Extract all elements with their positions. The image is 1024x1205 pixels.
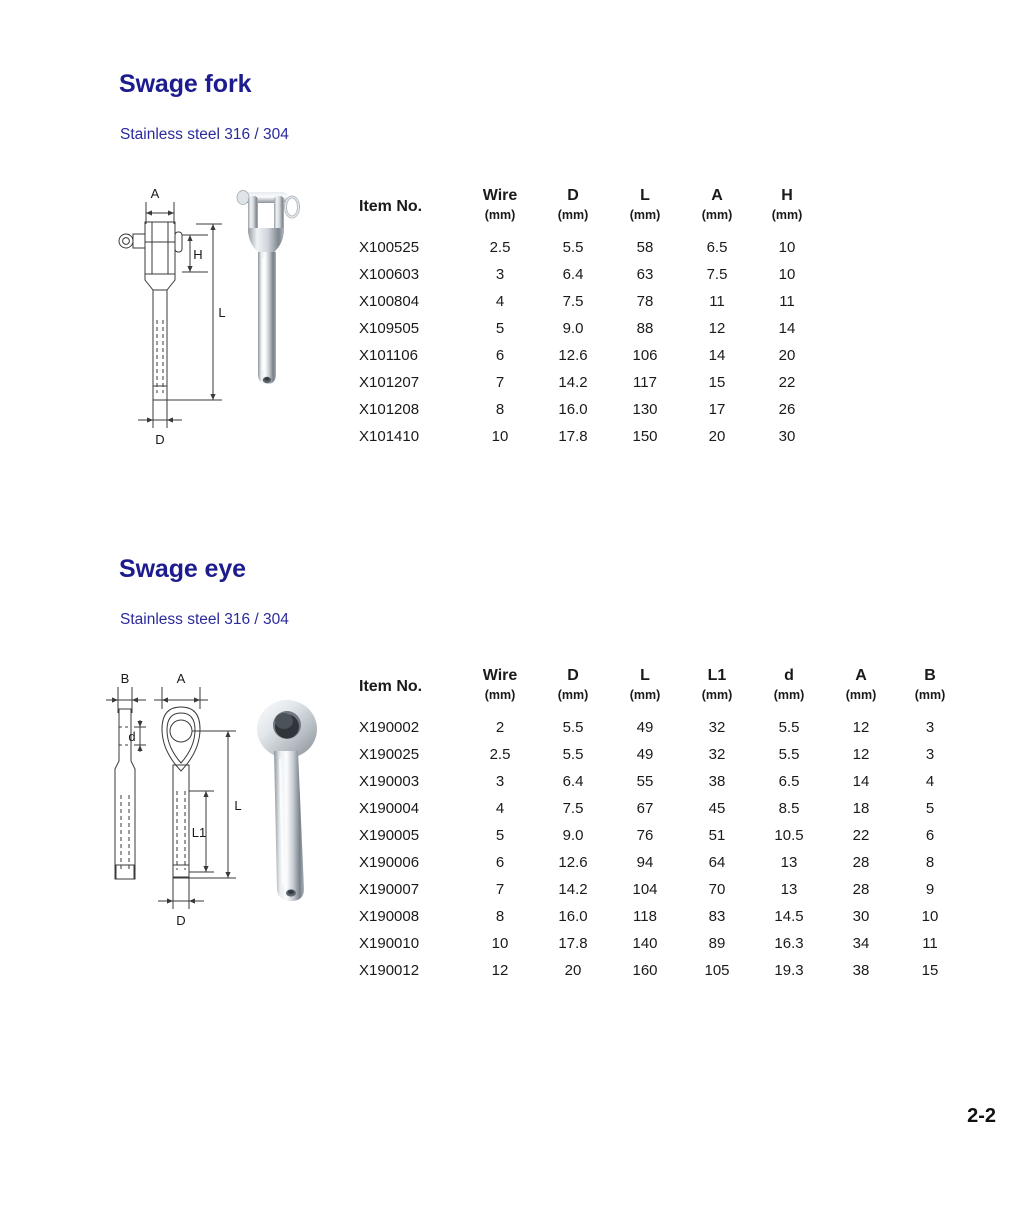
spec-table-swage-fork <box>357 180 821 450</box>
cell-h: 11 <box>779 293 795 310</box>
cell-item-no: X109505 <box>359 320 420 337</box>
column-header-wire: Wire <box>482 667 518 684</box>
cell-h: 10 <box>778 266 796 283</box>
cell-l: 67 <box>636 800 654 817</box>
dimension-label-d-small: d <box>128 729 136 744</box>
table-row <box>357 234 821 261</box>
table-header-row <box>357 180 821 206</box>
cell-a: 15 <box>708 374 726 391</box>
dimension-label-l: L <box>218 305 226 320</box>
column-unit-d-small: (mm) <box>773 688 805 702</box>
cell-l1: 83 <box>708 908 726 925</box>
material-subtitle-swage-fork: Stainless steel 316 / 304 <box>120 126 289 143</box>
cell-wire: 3 <box>495 773 505 790</box>
table-row <box>357 795 963 822</box>
cell-d-small: 16.3 <box>774 935 804 952</box>
cell-a: 14 <box>852 773 870 790</box>
cell-b: 9 <box>925 881 935 898</box>
cell-d: 16.0 <box>558 908 588 925</box>
cell-item-no: X101410 <box>359 428 420 445</box>
cell-wire: 5 <box>495 827 505 844</box>
cell-a: 12 <box>852 719 870 736</box>
cell-wire: 2 <box>495 719 505 736</box>
cell-l: 58 <box>636 239 654 256</box>
page-title-swage-eye: Swage eye <box>119 555 246 583</box>
cell-wire: 8 <box>495 401 505 418</box>
cell-d-small: 5.5 <box>778 719 800 736</box>
cell-d: 6.4 <box>562 773 584 790</box>
cell-wire: 12 <box>491 962 509 979</box>
cell-d: 20 <box>564 962 582 979</box>
cell-wire: 5 <box>495 320 505 337</box>
cell-b: 5 <box>925 800 935 817</box>
table-row <box>357 396 821 423</box>
table-row <box>357 957 963 984</box>
cell-wire: 7 <box>495 881 505 898</box>
cell-item-no: X190012 <box>359 962 420 979</box>
table-header-row <box>357 660 963 686</box>
cell-d-small: 13 <box>780 854 798 871</box>
cell-l: 55 <box>636 773 654 790</box>
cell-a: 12 <box>852 746 870 763</box>
cell-d-small: 19.3 <box>774 962 804 979</box>
cell-wire: 7 <box>495 374 505 391</box>
cell-wire: 3 <box>495 266 505 283</box>
column-unit-wire: (mm) <box>484 208 516 222</box>
table-head <box>357 180 821 234</box>
column-header-a: A <box>855 667 867 684</box>
cell-wire: 8 <box>495 908 505 925</box>
cell-b: 8 <box>925 854 935 871</box>
cell-d: 9.0 <box>562 827 584 844</box>
table-row <box>357 930 963 957</box>
cell-d: 5.5 <box>562 239 584 256</box>
column-header-item-no: Item No. <box>359 197 423 215</box>
cell-l1: 38 <box>708 773 726 790</box>
cell-item-no: X190006 <box>359 854 420 871</box>
table-row <box>357 822 963 849</box>
table-row <box>357 714 963 741</box>
cell-wire: 6 <box>495 854 505 871</box>
column-unit-wire: (mm) <box>484 688 516 702</box>
cell-l1: 32 <box>708 719 726 736</box>
cell-h: 10 <box>778 239 796 256</box>
cell-d-small: 14.5 <box>774 908 804 925</box>
cell-l1: 45 <box>708 800 726 817</box>
page-number: 2-2 <box>967 1105 996 1127</box>
cell-d: 5.5 <box>562 746 584 763</box>
cell-l: 88 <box>636 320 654 337</box>
table-row <box>357 342 821 369</box>
column-unit-l: (mm) <box>629 208 661 222</box>
column-unit-b: (mm) <box>914 688 946 702</box>
cell-d: 7.5 <box>562 800 584 817</box>
column-header-l1: L1 <box>707 667 727 684</box>
cell-item-no: X101207 <box>359 374 420 391</box>
cell-l: 117 <box>633 374 657 391</box>
cell-d: 12.6 <box>558 854 588 871</box>
cell-d: 17.8 <box>558 428 588 445</box>
column-header-b: B <box>924 667 936 684</box>
table-row <box>357 288 821 315</box>
cell-a: 22 <box>852 827 870 844</box>
table-row <box>357 903 963 930</box>
cell-a: 38 <box>852 962 870 979</box>
cell-item-no: X190010 <box>359 935 420 952</box>
column-header-l: L <box>640 667 650 684</box>
cell-d: 16.0 <box>558 401 588 418</box>
cell-l: 118 <box>633 908 657 925</box>
table-row <box>357 423 821 450</box>
cell-h: 26 <box>778 401 796 418</box>
cell-a: 34 <box>852 935 870 952</box>
table-body <box>357 714 963 984</box>
cell-d: 6.4 <box>562 266 584 283</box>
table-row <box>357 261 821 288</box>
cell-l: 140 <box>632 935 658 952</box>
cell-a: 30 <box>852 908 870 925</box>
cell-item-no: X190025 <box>359 746 420 763</box>
cell-l1: 64 <box>708 854 726 871</box>
cell-d-small: 13 <box>780 881 798 898</box>
cell-item-no: X190003 <box>359 773 420 790</box>
column-header-d: D <box>567 187 579 204</box>
column-header-item-no: Item No. <box>359 677 423 695</box>
column-unit-a: (mm) <box>701 208 733 222</box>
swage-fork-technical-drawing <box>100 180 240 450</box>
cell-a: 28 <box>852 854 870 871</box>
cell-l: 150 <box>632 428 658 445</box>
cell-d: 17.8 <box>558 935 588 952</box>
cell-h: 20 <box>778 347 796 364</box>
cell-d: 14.2 <box>558 881 588 898</box>
cell-l: 160 <box>632 962 658 979</box>
cell-b: 11 <box>922 935 938 952</box>
cell-l1: 89 <box>708 935 726 952</box>
cell-a: 6.5 <box>706 239 728 256</box>
table-row <box>357 849 963 876</box>
cell-wire: 4 <box>495 293 505 310</box>
cell-l: 63 <box>636 266 654 283</box>
dimension-label-a: A <box>176 671 186 686</box>
swage-eye-technical-drawing <box>100 665 250 940</box>
cell-l1: 51 <box>708 827 726 844</box>
cell-wire: 4 <box>495 800 505 817</box>
spec-table-swage-eye <box>357 660 963 984</box>
dimension-label-d: D <box>155 432 165 447</box>
cell-l: 130 <box>632 401 658 418</box>
cell-d: 12.6 <box>558 347 588 364</box>
cell-item-no: X100804 <box>359 293 420 310</box>
cell-l: 76 <box>636 827 654 844</box>
cell-d-small: 5.5 <box>778 746 800 763</box>
table-row <box>357 315 821 342</box>
cell-wire: 10 <box>491 935 509 952</box>
cell-l1: 32 <box>708 746 726 763</box>
column-unit-h: (mm) <box>771 208 803 222</box>
cell-d: 14.2 <box>558 374 588 391</box>
table-row <box>357 768 963 795</box>
column-header-a: A <box>711 187 723 204</box>
table-body <box>357 234 821 450</box>
cell-b: 6 <box>925 827 935 844</box>
cell-l: 78 <box>636 293 654 310</box>
material-subtitle-swage-eye: Stainless steel 316 / 304 <box>120 611 289 628</box>
column-unit-d: (mm) <box>557 688 589 702</box>
cell-d-small: 6.5 <box>778 773 800 790</box>
cell-item-no: X190008 <box>359 908 420 925</box>
cell-wire: 6 <box>495 347 505 364</box>
cell-wire: 10 <box>491 428 509 445</box>
column-unit-l: (mm) <box>629 688 661 702</box>
cell-item-no: X190002 <box>359 719 420 736</box>
cell-a: 12 <box>708 320 726 337</box>
cell-d: 7.5 <box>562 293 584 310</box>
cell-a: 18 <box>852 800 870 817</box>
cell-l1: 70 <box>708 881 726 898</box>
cell-b: 15 <box>921 962 939 979</box>
cell-a: 28 <box>852 881 870 898</box>
cell-a: 11 <box>709 293 725 310</box>
cell-b: 3 <box>925 719 935 736</box>
table-head <box>357 660 963 714</box>
cell-h: 22 <box>778 374 796 391</box>
cell-h: 30 <box>778 428 796 445</box>
cell-wire: 2.5 <box>489 746 511 763</box>
cell-item-no: X190005 <box>359 827 420 844</box>
column-header-h: H <box>781 187 793 204</box>
cell-a: 14 <box>708 347 726 364</box>
table-row <box>357 369 821 396</box>
column-unit-d: (mm) <box>557 208 589 222</box>
cell-d: 9.0 <box>562 320 584 337</box>
column-header-d-small: d <box>784 667 794 684</box>
cell-h: 14 <box>778 320 796 337</box>
dimension-label-l1: L1 <box>191 825 207 840</box>
cell-b: 4 <box>925 773 935 790</box>
cell-b: 10 <box>921 908 939 925</box>
cell-item-no: X190004 <box>359 800 420 817</box>
dimension-label-b: B <box>120 671 130 686</box>
cell-item-no: X101106 <box>359 347 418 364</box>
cell-d-small: 10.5 <box>774 827 804 844</box>
cell-wire: 2.5 <box>489 239 511 256</box>
dimension-label-a: A <box>150 186 160 201</box>
cell-b: 3 <box>925 746 935 763</box>
column-header-l: L <box>640 187 650 204</box>
swage-eye-product-photo <box>252 693 342 911</box>
cell-l: 94 <box>636 854 654 871</box>
dimension-label-d: D <box>176 913 186 928</box>
cell-item-no: X190007 <box>359 881 420 898</box>
table-row <box>357 741 963 768</box>
column-unit-l1: (mm) <box>701 688 733 702</box>
swage-fork-product-photo <box>222 180 317 395</box>
dimension-label-h: H <box>193 247 203 262</box>
cell-item-no: X100603 <box>359 266 420 283</box>
cell-l1: 105 <box>704 962 730 979</box>
cell-l: 49 <box>636 719 654 736</box>
cell-item-no: X101208 <box>359 401 420 418</box>
cell-a: 7.5 <box>706 266 728 283</box>
dimension-label-l: L <box>234 798 242 813</box>
cell-l: 49 <box>636 746 654 763</box>
cell-l: 104 <box>632 881 658 898</box>
cell-a: 17 <box>708 401 726 418</box>
cell-d: 5.5 <box>562 719 584 736</box>
column-header-wire: Wire <box>482 187 518 204</box>
page-title-swage-fork: Swage fork <box>119 70 252 98</box>
cell-d-small: 8.5 <box>778 800 800 817</box>
cell-l: 106 <box>632 347 658 364</box>
table-row <box>357 876 963 903</box>
cell-item-no: X100525 <box>359 239 420 256</box>
column-header-d: D <box>567 667 579 684</box>
column-unit-a: (mm) <box>845 688 877 702</box>
cell-a: 20 <box>708 428 726 445</box>
